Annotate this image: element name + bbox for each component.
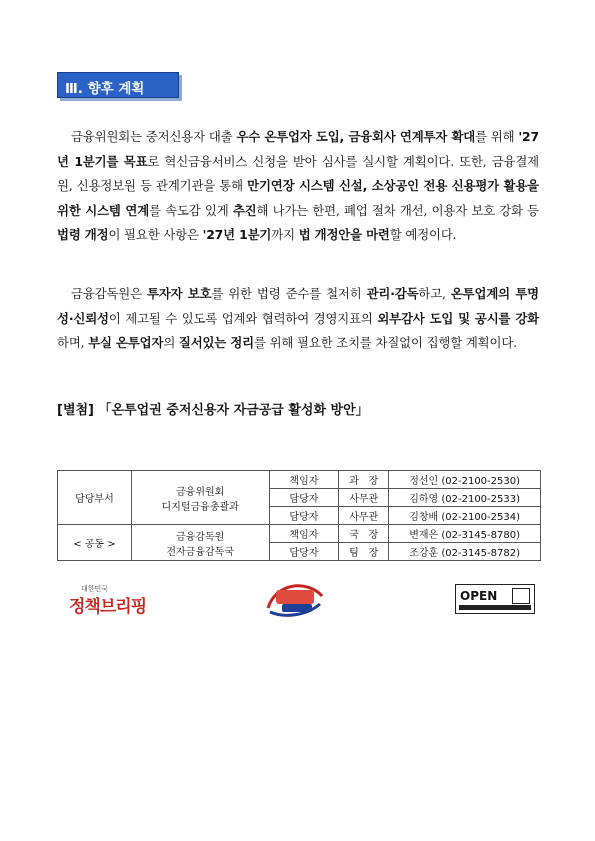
- text-bold: 관리·감독: [366, 286, 419, 301]
- text-bold: '27년 1분기: [202, 227, 272, 242]
- text-bold: 법 개정안을 마련: [298, 227, 390, 242]
- contact-name: 김하영: [409, 494, 439, 505]
- text: 이 필요한 사항은: [108, 227, 203, 242]
- lock-icon: [512, 588, 530, 604]
- attachment-note: [별첨] 「온투업권 중저신용자 자금공급 활성화 방안」: [57, 403, 369, 418]
- contact-name: 김창배: [409, 512, 439, 523]
- text-bold: 우수 온투업자 도입, 금융회사 연계투자 확대: [236, 129, 476, 144]
- contact-phone: (02-3145-8780): [441, 530, 521, 541]
- text-bold: 법령 개정: [57, 227, 109, 242]
- text-bold: 부실 온투업자: [88, 335, 164, 350]
- text: 까지: [271, 227, 299, 242]
- org-division: 전자금융감독국: [166, 546, 234, 558]
- table-row: [58, 471, 541, 489]
- text: 를 속도감 있게: [149, 202, 233, 218]
- role-cell: 책임자: [269, 525, 339, 543]
- contact-table: [57, 470, 541, 561]
- text: 이 제고될 수 있도록 업계와 협력하여 경영지표의: [108, 310, 378, 326]
- text: 할 예정이다.: [389, 227, 457, 242]
- text-bold: '27년 1분기를 목표: [57, 129, 539, 169]
- text-bold: 투자자 보호: [146, 286, 212, 301]
- text: 해 나가는 한편, 폐업 절차 개선, 이용자 보호 강화 등: [256, 202, 539, 218]
- org-fsc: [131, 471, 269, 525]
- contact-cell: [389, 471, 541, 489]
- org-division: 디지털금융총괄과: [161, 501, 239, 513]
- text: 를 위해 필요한 조치를 차질없이 집행할 계획이다.: [254, 335, 517, 350]
- dept-label: 담당부서: [58, 471, 132, 525]
- contact-phone: (02-2100-2533): [441, 494, 521, 505]
- title-cell: 팀 장: [339, 543, 389, 561]
- text-bold: 질서있는 정리: [178, 335, 255, 350]
- title-cell: 사무관: [339, 507, 389, 525]
- joint-label: < 공동 >: [58, 525, 132, 561]
- role-cell: 담당자: [269, 489, 339, 507]
- section-title: Ⅲ. 향후 계획: [65, 81, 145, 97]
- text: 금융감독원은: [71, 286, 147, 301]
- text: 의: [163, 335, 179, 350]
- contact-cell: [389, 525, 541, 543]
- text-bold: 온투업계의 투명성·신뢰성: [57, 286, 539, 326]
- role-cell: 담당자: [269, 543, 339, 561]
- text: 를 위해: [475, 129, 519, 144]
- contact-name: 조강훈: [409, 548, 439, 559]
- contact-cell: [389, 543, 541, 561]
- title-cell: 과 장: [339, 471, 389, 489]
- text: 하며,: [57, 335, 89, 350]
- contact-cell: [389, 489, 541, 507]
- role-cell: 담당자: [269, 507, 339, 525]
- paragraph-fsc-plan: [57, 125, 539, 248]
- org-fss: [131, 525, 269, 561]
- section-heading: [57, 72, 179, 98]
- title-cell: 사무관: [339, 489, 389, 507]
- license-bar: [459, 605, 531, 610]
- contact-name: 변재은: [409, 530, 439, 541]
- contact-name: 정선인: [409, 476, 439, 487]
- text: 하고,: [418, 286, 451, 301]
- text: 로 혁신금융서비스 신청을 받아 심사를 실시할 계획이다. 또한, 금융결제원, 신용정보원 등 관계기관을 통해: [57, 153, 540, 193]
- org-name: 금융위원회: [176, 486, 225, 498]
- contact-phone: (02-2100-2534): [441, 512, 521, 523]
- role-cell: 책임자: [269, 471, 339, 489]
- text: 를 위한 법령 준수를 철저히: [211, 286, 367, 301]
- contact-cell: [389, 507, 541, 525]
- logo-big-text: 정책브리핑: [69, 597, 147, 617]
- text-bold: 추진: [232, 202, 257, 218]
- table-row: [58, 525, 541, 543]
- text-bold: 만기연장 시스템 신설, 소상공인 전용 신용평가 활용을 위한 시스템 연계: [57, 178, 539, 218]
- text: 금융위원회는 중저신용자 대출: [71, 129, 237, 144]
- text-bold: 외부감사 도입 및 공시를 강화: [377, 310, 539, 326]
- slogan-emblem-icon: [262, 578, 328, 618]
- open-license-logo: [455, 584, 535, 614]
- contact-phone: (02-3145-8782): [441, 548, 521, 559]
- open-label: OPEN: [460, 589, 498, 603]
- logo-small-text: 대한민국: [81, 585, 109, 593]
- title-cell: 국 장: [339, 525, 389, 543]
- org-name: 금융감독원: [176, 531, 225, 543]
- paragraph-fss-plan: [57, 282, 539, 356]
- policy-briefing-logo: [67, 584, 147, 620]
- contact-phone: (02-2100-2530): [441, 476, 521, 487]
- republic-of-korea-slogan-logo: [262, 578, 328, 618]
